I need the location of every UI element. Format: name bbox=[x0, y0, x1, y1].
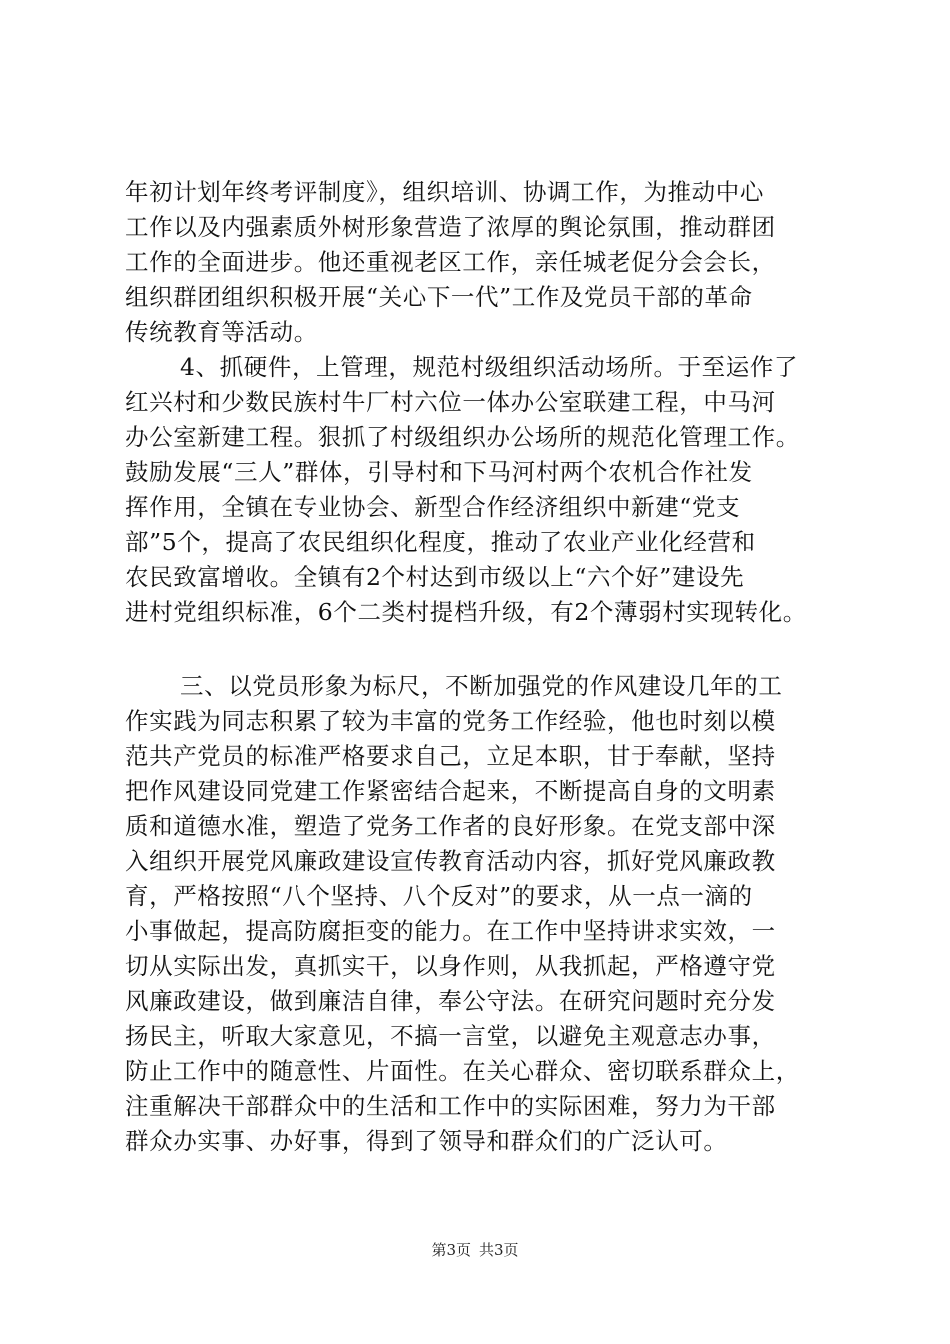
text-line: 入组织开展党风廉政建设宣传教育活动内容，抓好党风廉政教 bbox=[125, 847, 776, 875]
text-line: 工作以及内强素质外树形象营造了浓厚的舆论氛围，推动群团 bbox=[125, 213, 776, 241]
page-footer bbox=[0, 1240, 950, 1260]
text-line: 鼓励发展“三人”群体，引导村和下马河村两个农机合作社发 bbox=[125, 458, 753, 486]
text-line: 切从实际出发，真抓实干，以身作则，从我抓起，严格遵守党 bbox=[125, 952, 776, 980]
text-line: 群众办实事、办好事，得到了领导和群众们的广泛认可。 bbox=[125, 1127, 728, 1155]
text-line: 育，严格按照“八个坚持、八个反对”的要求，从一点一滴的 bbox=[125, 882, 753, 910]
text-line: 4、抓硬件，上管理，规范村级组织活动场所。于至运作了 bbox=[180, 353, 799, 381]
text-line: 范共产党员的标准严格要求自己，立足本职，甘于奉献，坚持 bbox=[125, 742, 776, 770]
text-line: 传统教育等活动。 bbox=[125, 318, 318, 346]
text-line: 注重解决干部群众中的生活和工作中的实际困难，努力为干部 bbox=[125, 1092, 776, 1120]
page-number-total: 共3页 bbox=[479, 1241, 519, 1259]
page-number-current: 第3页 bbox=[431, 1241, 471, 1259]
text-line: 小事做起，提高防腐拒变的能力。在工作中坚持讲求实效，一 bbox=[125, 917, 776, 945]
text-line: 红兴村和少数民族村牛厂村六位一体办公室联建工程，中马河 bbox=[125, 388, 776, 416]
text-line: 三、以党员形象为标尺，不断加强党的作风建设几年的工 bbox=[180, 672, 783, 700]
text-line: 作实践为同志积累了较为丰富的党务工作经验，他也时刻以模 bbox=[125, 707, 776, 735]
text-line: 挥作用，全镇在专业协会、新型合作经济组织中新建“党支 bbox=[125, 493, 741, 521]
text-line: 风廉政建设，做到廉洁自律，奉公守法。在研究问题时充分发 bbox=[125, 987, 776, 1015]
text-line: 工作的全面进步。他还重视老区工作，亲任城老促分会会长， bbox=[125, 248, 776, 276]
text-line: 组织群团组织积极开展“关心下一代”工作及党员干部的革命 bbox=[125, 283, 753, 311]
text-line: 扬民主，听取大家意见，不搞一言堂，以避免主观意志办事， bbox=[125, 1022, 776, 1050]
text-line: 进村党组织标准，6个二类村提档升级，有2个薄弱村实现转化。 bbox=[125, 598, 807, 626]
text-line: 部”5个，提高了农民组织化程度，推动了农业产业化经营和 bbox=[125, 528, 756, 556]
text-line: 办公室新建工程。狠抓了村级组织办公场所的规范化管理工作。 bbox=[125, 423, 800, 451]
text-line: 年初计划年终考评制度》，组织培训、协调工作，为推动中心 bbox=[125, 178, 764, 206]
text-line: 质和道德水准，塑造了党务工作者的良好形象。在党支部中深 bbox=[125, 812, 776, 840]
text-line: 防止工作中的随意性、片面性。在关心群众、密切联系群众上， bbox=[125, 1057, 800, 1085]
text-line: 把作风建设同党建工作紧密结合起来，不断提高自身的文明素 bbox=[125, 777, 776, 805]
text-line: 农民致富增收。全镇有2个村达到市级以上“六个好”建设先 bbox=[125, 563, 745, 591]
